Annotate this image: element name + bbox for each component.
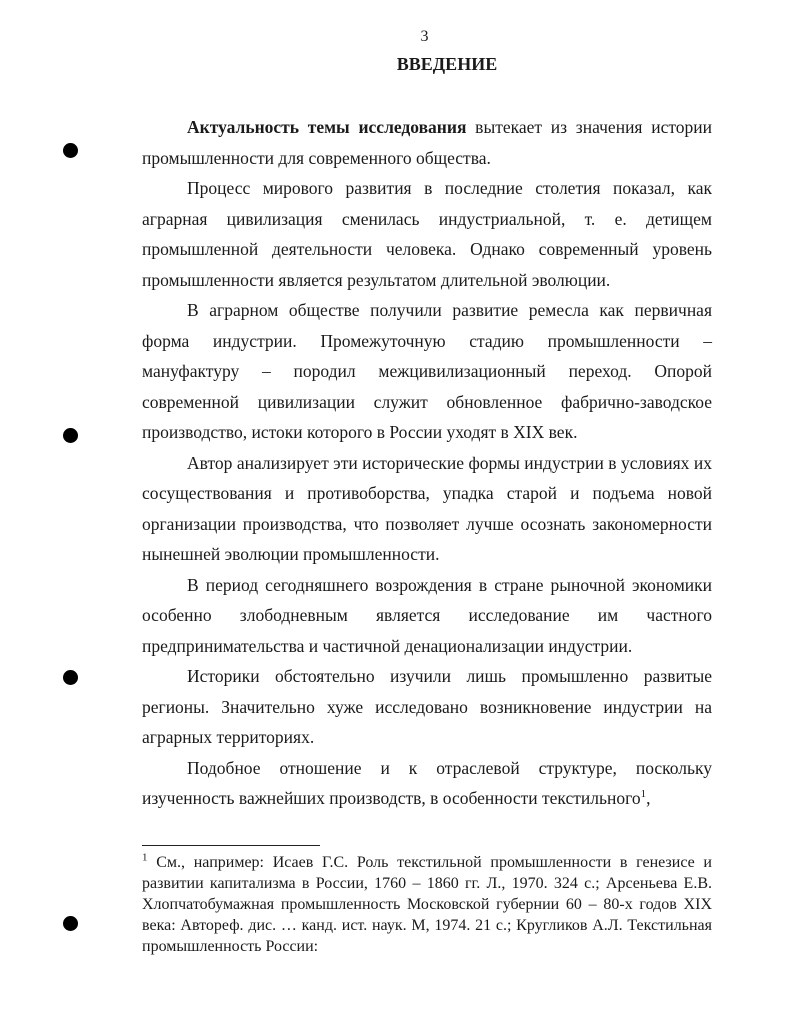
paragraph-1-text: вытекает из значения истории промышленности для современного общества. — [142, 117, 713, 168]
paragraph-7 — [142, 753, 712, 814]
binder-hole-icon — [63, 916, 78, 931]
binder-hole-icon — [63, 670, 78, 685]
paragraph-2: Процесс мирового развития в последние столетия показал, как аграрная цивилизация сменилась индустриальной, т. е. детищем промышленной деятельности человека. Однако современный уровень промышленности является результатом длительной эволюции. — [142, 178, 712, 290]
paragraph-6: Историки обстоятельно изучили лишь промышленно развитые регионы. Значительно хуже исследовано возникновение индустрии на аграрных территориях. — [142, 666, 712, 747]
binder-hole-icon — [63, 143, 78, 158]
binder-hole-icon — [63, 428, 78, 443]
paragraph-5: В период сегодняшнего возрождения в стране рыночной экономики особенно злободневным является исследование им частного предпринимательства и частичной денационализации индустрии. — [142, 574, 712, 656]
paragraph-1 — [142, 112, 712, 173]
footnote-divider — [142, 845, 320, 846]
paragraph-7-end: , — [646, 788, 651, 808]
footnote-mark: 1 — [142, 851, 148, 864]
paragraph-7-text: Подобное отношение и к отраслевой структуре, поскольку изученность важнейших производств, в особенности текстильного — [142, 757, 712, 808]
page-number: 3 — [420, 28, 429, 45]
paragraph-1-bold-lead: Актуальность темы исследования — [187, 117, 467, 137]
body-text — [142, 112, 712, 814]
footnote — [142, 852, 712, 957]
paragraph-4: Автор анализирует эти исторические формы индустрии в условиях их сосуществования и противоборства, упадка старой и подъема новой организации производства, что позволяет лучше осознать закономерности нынешней эволюции промышленности. — [142, 452, 712, 564]
footnote-text: См., например: Исаев Г.С. Роль текстильной промышленности в генезисе и развитии капитализма в России, 1760 – 1860 гг. Л., 1970. 324 с.; Арсеньева Е.В. Хлопчатобумажная промышленность Московской губернии 60 – 80-х годов XIX века: Автореф. дис. … канд. ист. наук. М, 1974. 21 с.; Кругликов А.Л. Текстильная промышленность России: — [142, 854, 712, 955]
page-title: ВВЕДЕНИЕ — [396, 54, 498, 74]
paragraph-3: В аграрном обществе получили развитие ремесла как первичная форма индустрии. Промежуточную стадию промышленности – мануфактуру – породил межцивилизационный переход. Опорой современной цивилизации служит обновленное фабрично-заводское производство, истоки которого в России уходят в XIX век. — [142, 300, 712, 442]
footnote-reference[interactable]: 1 — [640, 788, 647, 801]
